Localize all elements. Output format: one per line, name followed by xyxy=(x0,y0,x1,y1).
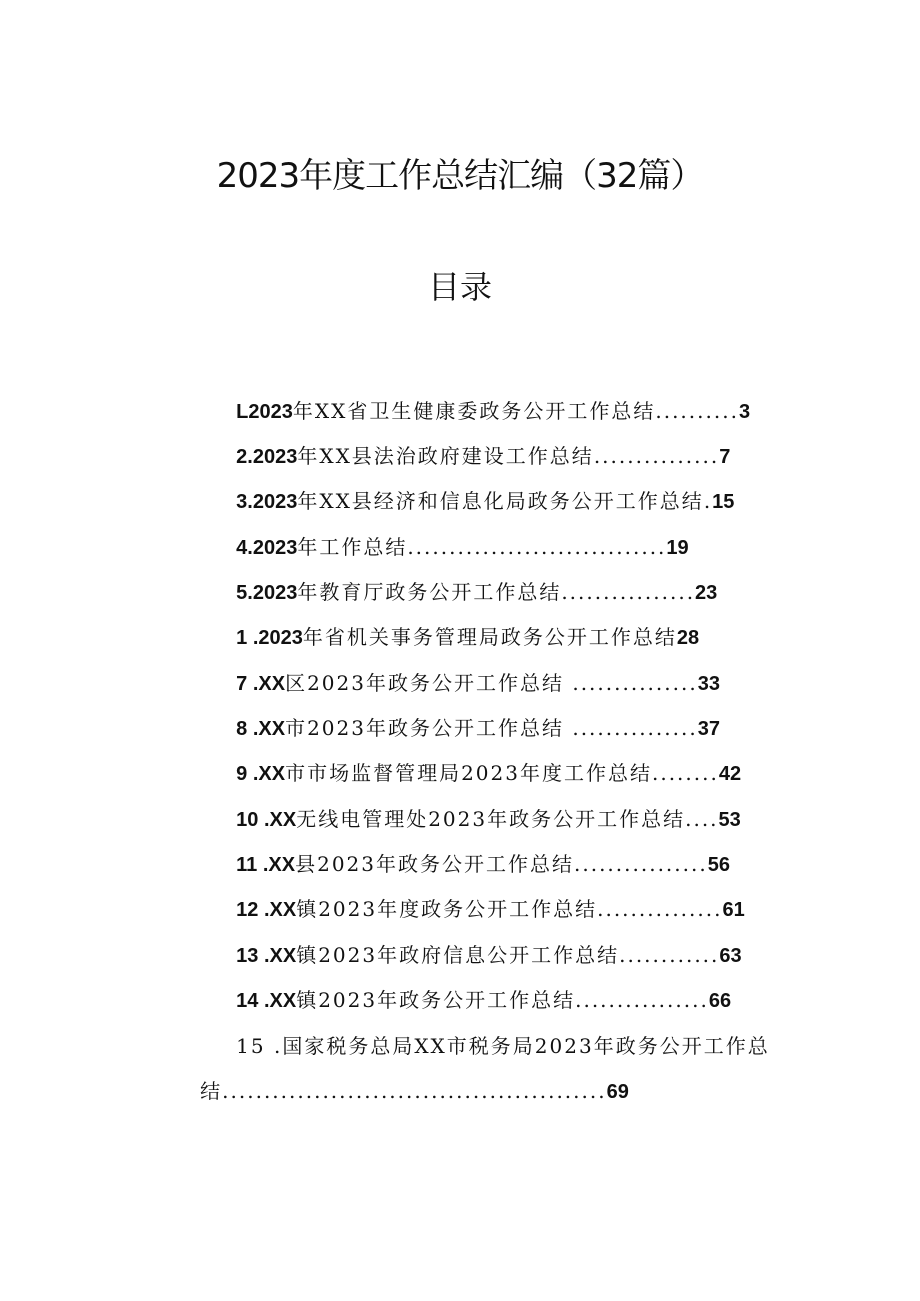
toc-entry-leader: ............... xyxy=(572,716,698,740)
toc-entry[interactable] xyxy=(186,819,730,876)
toc-entry-leader: . xyxy=(703,489,713,513)
toc-entry-number: 14 .XX xyxy=(236,990,297,1012)
toc-entry-number: 11 .XX xyxy=(236,854,296,876)
toc-entry-leader: ............................... xyxy=(407,535,667,559)
toc-entry[interactable] xyxy=(186,547,718,604)
toc-entry-text: 无线电管理处2023年政务公开工作总结 xyxy=(296,807,686,831)
toc-entry-leader: ................ xyxy=(561,580,696,604)
toc-entry[interactable] xyxy=(186,864,745,921)
toc-entry-text: 镇2023年度政务公开工作总结 xyxy=(296,897,598,921)
toc-entry-leader: ............... xyxy=(597,897,723,921)
toc-entry[interactable] xyxy=(186,502,689,559)
document-title: 2023年度工作总结汇编（32篇） xyxy=(216,156,704,196)
toc-entry-page: 66 xyxy=(708,990,732,1012)
toc-entry-text: 年教育厅政务公开工作总结 xyxy=(297,580,562,604)
toc-entry-number: 8 .XX xyxy=(236,718,286,740)
toc-entry-text: 市市场监督管理局2023年度工作总结 xyxy=(285,761,652,785)
toc-entry-number: 2.2023 xyxy=(236,446,298,468)
toc-entry-number: 3.2023 xyxy=(236,491,298,513)
toc-entry-text: 区2023年政务公开工作总结 xyxy=(285,671,573,695)
toc-entry-leader: ........ xyxy=(651,761,719,785)
toc-entry-wrapped-line2[interactable] xyxy=(150,1046,629,1103)
toc-entry-number: 9 .XX xyxy=(236,763,286,785)
toc-entry-text: 镇2023年政府信息公开工作总结 xyxy=(296,943,620,967)
toc-entry-leader: .............................................. xyxy=(222,1079,607,1103)
toc-entry-text: 结 xyxy=(200,1079,223,1103)
toc-entry-leader: ............ xyxy=(619,943,720,967)
toc-entry-text: 年XX县经济和信息化局政务公开工作总结 xyxy=(297,489,704,513)
toc-entry-page: 28 xyxy=(676,627,700,649)
toc-entry-text: 镇2023年政务公开工作总结 xyxy=(296,988,576,1012)
toc-entry[interactable] xyxy=(186,774,741,831)
toc-entry-leader: ................ xyxy=(574,852,708,876)
toc-entry-number: L2023 xyxy=(236,401,293,423)
toc-entry[interactable] xyxy=(186,910,742,967)
toc-entry-page: 3 xyxy=(738,401,751,423)
toc-entry-text: 年工作总结 xyxy=(297,535,408,559)
toc-entry[interactable] xyxy=(186,592,700,649)
toc-entry-number: 4.2023 xyxy=(236,537,298,559)
toc-entry-number: 13 .XX xyxy=(236,945,297,967)
toc-entry-leader: .... xyxy=(685,807,719,831)
toc-entry-page: 56 xyxy=(707,854,730,876)
toc-entry-leader: ............... xyxy=(572,671,698,695)
toc-entry-number: 12 .XX xyxy=(236,899,297,921)
toc-entry-page: 19 xyxy=(666,537,689,559)
toc-entry-page: 15 xyxy=(712,491,735,513)
toc-entry-number: 5.2023 xyxy=(236,582,298,604)
toc-entry-page: 53 xyxy=(718,809,741,831)
toc-entry[interactable] xyxy=(186,411,731,468)
toc-entry-text: 年XX县法治政府建设工作总结 xyxy=(297,444,594,468)
toc-entry[interactable] xyxy=(186,728,742,785)
toc-entry-page: 37 xyxy=(697,718,720,740)
toc-heading: 目录 xyxy=(427,268,492,306)
toc-entry-page: 33 xyxy=(697,673,720,695)
toc-entry-page: 7 xyxy=(719,446,731,468)
toc-entry[interactable] xyxy=(186,683,720,740)
toc-entry-page: 63 xyxy=(719,945,742,967)
toc-entry[interactable] xyxy=(186,638,720,695)
toc-entry-text: 年XX省卫生健康委政务公开工作总结 xyxy=(292,399,656,423)
toc-entry-text: 年省机关事务管理局政务公开工作总结 xyxy=(302,625,677,649)
toc-entry-page: 61 xyxy=(722,899,745,921)
toc-entry-text: 市2023年政务公开工作总结 xyxy=(285,716,573,740)
toc-entry-number: 10 .XX xyxy=(236,809,297,831)
toc-entry-text: 县2023年政务公开工作总结 xyxy=(295,852,574,876)
toc-entry-leader: ............... xyxy=(593,444,720,468)
toc-entry-page: 23 xyxy=(695,582,718,604)
toc-entry[interactable] xyxy=(186,366,751,423)
toc-entry-page: 42 xyxy=(718,763,742,785)
toc-entry[interactable] xyxy=(186,456,735,513)
toc-entry-number: 7 .XX xyxy=(236,673,286,695)
toc-entry-page: 69 xyxy=(606,1081,629,1103)
toc-entry[interactable] xyxy=(186,955,732,1012)
toc-entry-wrapped-line1[interactable] xyxy=(186,1001,770,1058)
toc-entry-leader: .......... xyxy=(655,399,739,423)
toc-entry-number: 1 .2023 xyxy=(236,627,303,649)
toc-entry-text: 15 .国家税务总局XX市税务局2023年政务公开工作总 xyxy=(236,1034,770,1058)
toc-entry-leader: ................ xyxy=(575,988,709,1012)
